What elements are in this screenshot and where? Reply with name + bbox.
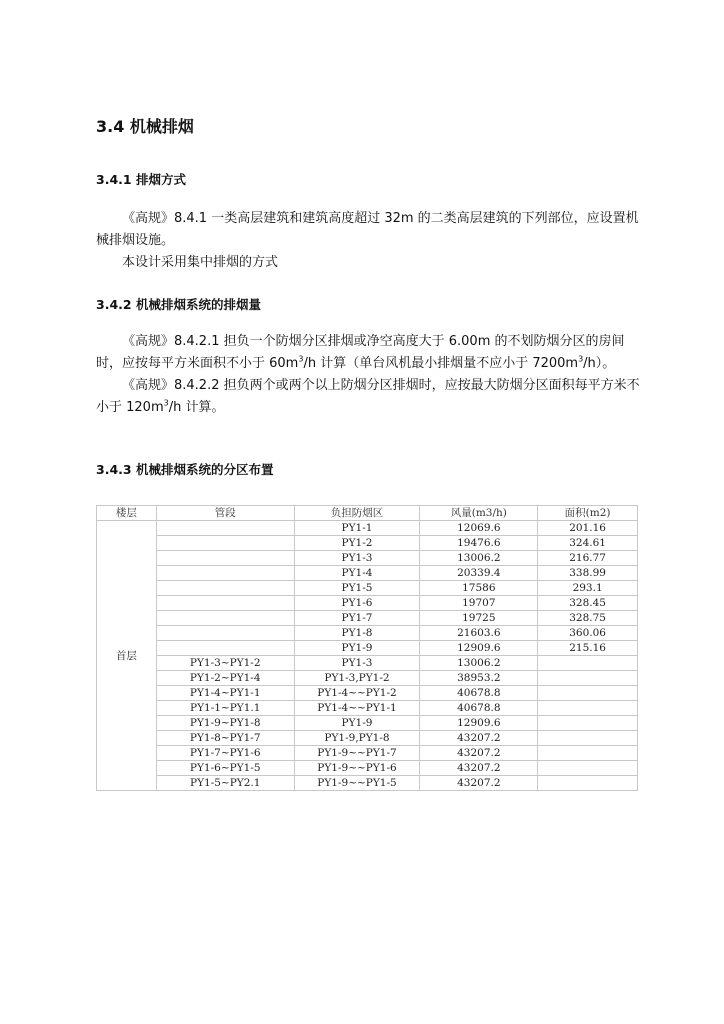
zone-cell: PY1-4~~PY1-2 bbox=[294, 686, 420, 701]
table-row bbox=[97, 611, 638, 626]
area-cell bbox=[538, 656, 638, 671]
area-cell: 215.16 bbox=[538, 641, 638, 656]
airflow-cell: 38953.2 bbox=[420, 671, 538, 686]
area-cell: 328.75 bbox=[538, 611, 638, 626]
airflow-cell: 19476.6 bbox=[420, 536, 538, 551]
header-segment: 管段 bbox=[156, 506, 294, 521]
table-row bbox=[97, 566, 638, 581]
header-zone: 负担防烟区 bbox=[294, 506, 420, 521]
airflow-cell: 19725 bbox=[420, 611, 538, 626]
zone-cell: PY1-4~~PY1-1 bbox=[294, 701, 420, 716]
table-row bbox=[97, 716, 638, 731]
zone-cell: PY1-9 bbox=[294, 641, 420, 656]
section-3-4-1-body bbox=[96, 208, 640, 274]
airflow-cell: 43207.2 bbox=[420, 776, 538, 791]
zone-cell: PY1-3 bbox=[294, 551, 420, 566]
paragraph-8-4-2-1: 《高规》8.4.2.1 担负一个防烟分区排烟或净空高度大于 6.00m 的不划防烟分区的房间时，应按每平方米面积不小于 $60m^3/h$ 计算（单台风机最小排烟量不应小于 $7200m^3/h$）。 bbox=[96, 334, 625, 371]
segment-cell: PY1-9~PY1-8 bbox=[156, 716, 294, 731]
table-row bbox=[97, 581, 638, 596]
segment-cell bbox=[156, 551, 294, 566]
airflow-cell: 43207.2 bbox=[420, 761, 538, 776]
zone-cell: PY1-2 bbox=[294, 536, 420, 551]
airflow-cell: 43207.2 bbox=[420, 746, 538, 761]
zone-cell: PY1-3 bbox=[294, 656, 420, 671]
zone-cell: PY1-1 bbox=[294, 521, 420, 536]
table-row bbox=[97, 761, 638, 776]
segment-cell bbox=[156, 596, 294, 611]
area-cell: 324.61 bbox=[538, 536, 638, 551]
zone-cell: PY1-8 bbox=[294, 626, 420, 641]
airflow-cell: 21603.6 bbox=[420, 626, 538, 641]
table-row bbox=[97, 746, 638, 761]
zone-cell: PY1-9~~PY1-7 bbox=[294, 746, 420, 761]
area-cell: 216.77 bbox=[538, 551, 638, 566]
smoke-zone-table bbox=[96, 505, 638, 791]
paragraph-8-4-2-2: 《高规》8.4.2.2 担负两个或两个以上防烟分区排烟时，应按最大防烟分区面积每平方米不小于 $120m^3/h$ 计算。 bbox=[96, 378, 640, 415]
table-row bbox=[97, 596, 638, 611]
table-row bbox=[97, 731, 638, 746]
airflow-cell: 17586 bbox=[420, 581, 538, 596]
area-cell bbox=[538, 761, 638, 776]
segment-cell: PY1-6~PY1-5 bbox=[156, 761, 294, 776]
segment-cell: PY1-8~PY1-7 bbox=[156, 731, 294, 746]
area-cell: 360.06 bbox=[538, 626, 638, 641]
table-row bbox=[97, 551, 638, 566]
table-row bbox=[97, 626, 638, 641]
heading-3-4-3: 3.4.3 机械排烟系统的分区布置 bbox=[96, 462, 274, 477]
segment-cell bbox=[156, 521, 294, 536]
paragraph-8-4-1: 《高规》8.4.1 一类高层建筑和建筑高度超过 32m 的二类高层建筑的下列部位，应设置机械排烟设施。 bbox=[96, 211, 639, 248]
area-cell: 328.45 bbox=[538, 596, 638, 611]
area-cell bbox=[538, 716, 638, 731]
table-row bbox=[97, 701, 638, 716]
segment-cell: PY1-1~PY1.1 bbox=[156, 701, 294, 716]
airflow-cell: 12909.6 bbox=[420, 641, 538, 656]
area-cell bbox=[538, 731, 638, 746]
zone-cell: PY1-7 bbox=[294, 611, 420, 626]
section-3-4-2-body bbox=[96, 331, 640, 419]
airflow-cell: 40678.8 bbox=[420, 686, 538, 701]
zone-cell: PY1-5 bbox=[294, 581, 420, 596]
table-row bbox=[97, 656, 638, 671]
segment-cell: PY1-2~PY1-4 bbox=[156, 671, 294, 686]
zone-cell: PY1-9~~PY1-5 bbox=[294, 776, 420, 791]
table-row bbox=[97, 521, 638, 536]
area-cell bbox=[538, 701, 638, 716]
airflow-cell: 43207.2 bbox=[420, 731, 538, 746]
area-cell bbox=[538, 671, 638, 686]
floor-cell: 首层 bbox=[97, 521, 157, 791]
airflow-cell: 13006.2 bbox=[420, 551, 538, 566]
segment-cell bbox=[156, 611, 294, 626]
area-cell: 293.1 bbox=[538, 581, 638, 596]
header-floor: 楼层 bbox=[97, 506, 157, 521]
segment-cell: PY1-7~PY1-6 bbox=[156, 746, 294, 761]
segment-cell bbox=[156, 641, 294, 656]
area-cell bbox=[538, 746, 638, 761]
paragraph-design-method: 本设计采用集中排烟的方式 bbox=[122, 255, 279, 270]
table-row bbox=[97, 641, 638, 656]
segment-cell bbox=[156, 536, 294, 551]
section-title: 3.4 机械排烟 bbox=[96, 117, 194, 136]
segment-cell bbox=[156, 581, 294, 596]
airflow-cell: 19707 bbox=[420, 596, 538, 611]
zone-cell: PY1-9 bbox=[294, 716, 420, 731]
header-area: 面积(m2) bbox=[538, 506, 638, 521]
area-cell bbox=[538, 776, 638, 791]
segment-cell: PY1-4~PY1-1 bbox=[156, 686, 294, 701]
airflow-cell: 20339.4 bbox=[420, 566, 538, 581]
header-airflow: 风量(m3/h) bbox=[420, 506, 538, 521]
heading-3-4-1: 3.4.1 排烟方式 bbox=[96, 172, 186, 187]
heading-3-4-2: 3.4.2 机械排烟系统的排烟量 bbox=[96, 297, 261, 312]
table-row bbox=[97, 536, 638, 551]
airflow-cell: 13006.2 bbox=[420, 656, 538, 671]
area-cell bbox=[538, 686, 638, 701]
table-row bbox=[97, 686, 638, 701]
zone-cell: PY1-3,PY1-2 bbox=[294, 671, 420, 686]
segment-cell bbox=[156, 566, 294, 581]
table-row bbox=[97, 671, 638, 686]
segment-cell: PY1-5~PY2.1 bbox=[156, 776, 294, 791]
zone-cell: PY1-6 bbox=[294, 596, 420, 611]
airflow-cell: 12909.6 bbox=[420, 716, 538, 731]
table-header-row bbox=[97, 506, 638, 521]
table-row bbox=[97, 776, 638, 791]
zone-cell: PY1-4 bbox=[294, 566, 420, 581]
area-cell: 338.99 bbox=[538, 566, 638, 581]
airflow-cell: 12069.6 bbox=[420, 521, 538, 536]
airflow-cell: 40678.8 bbox=[420, 701, 538, 716]
zone-cell: PY1-9,PY1-8 bbox=[294, 731, 420, 746]
segment-cell bbox=[156, 626, 294, 641]
segment-cell: PY1-3~PY1-2 bbox=[156, 656, 294, 671]
area-cell: 201.16 bbox=[538, 521, 638, 536]
zone-cell: PY1-9~~PY1-6 bbox=[294, 761, 420, 776]
